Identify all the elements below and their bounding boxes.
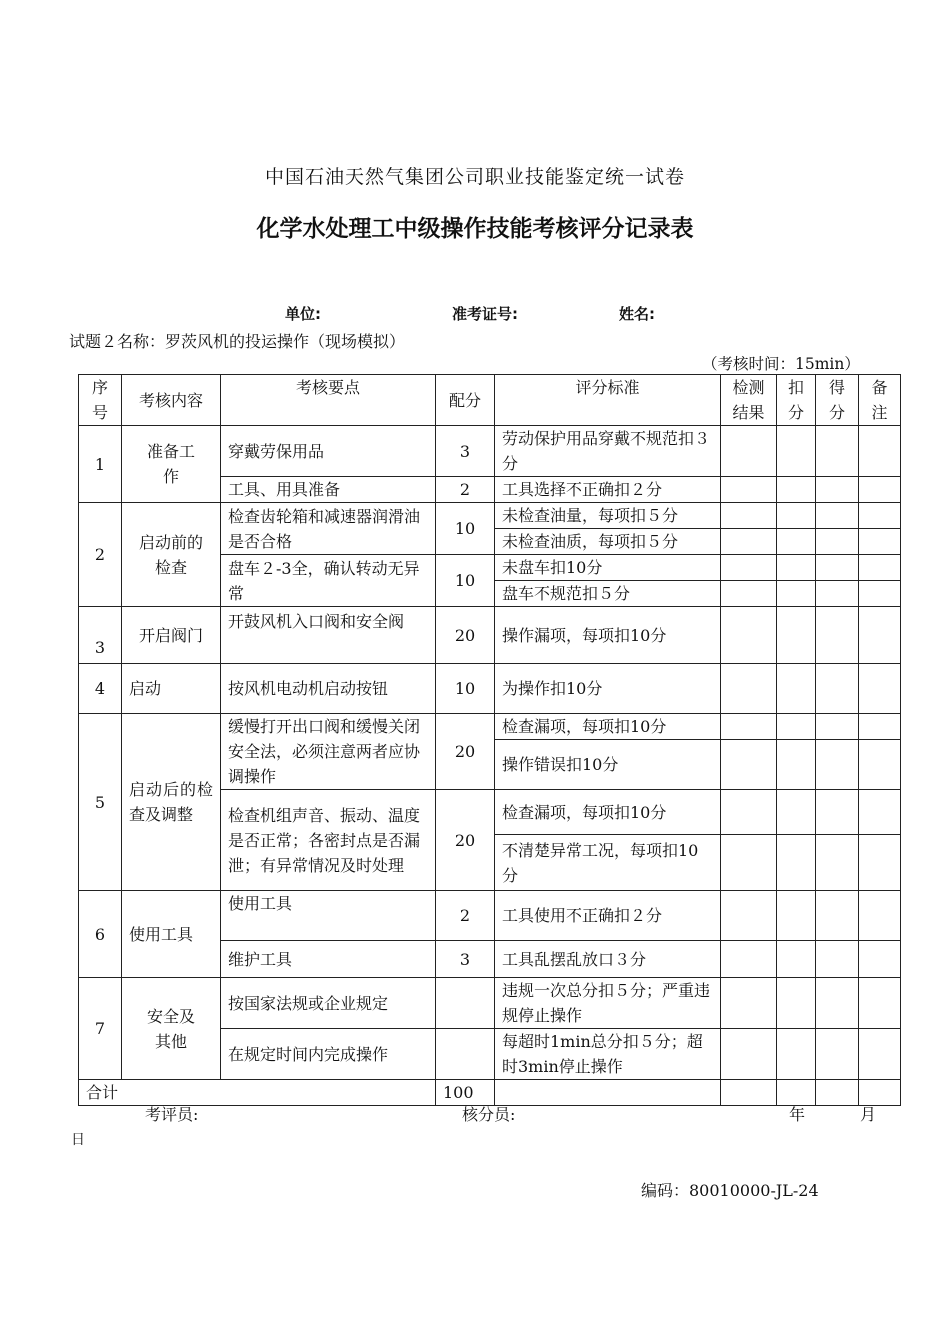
row-score: 10: [436, 664, 495, 714]
date-month: 月: [860, 1105, 877, 1124]
row-criteria: 每超时1min总分扣５分；超时3min停止操作: [495, 1029, 721, 1080]
row-point: 检查齿轮箱和减速器润滑油是否合格: [221, 503, 436, 555]
row-point: 在规定时间内完成操作: [221, 1029, 436, 1080]
row-criteria: 不清楚异常工况，每项扣10分: [495, 835, 721, 891]
row-seq: 5: [79, 714, 122, 891]
row-score: 10: [436, 503, 495, 555]
row-score: 3: [436, 426, 495, 477]
header-points: 考核要点: [221, 375, 436, 426]
unit-label: 单位:: [285, 305, 321, 323]
table-row: [79, 426, 901, 477]
row-content: 准备工作: [122, 426, 221, 503]
row-seq: 1: [79, 426, 122, 503]
name-label: 姓名:: [619, 305, 655, 323]
row-content: 使用工具: [122, 891, 221, 978]
total-label: 合计: [79, 1080, 436, 1106]
row-point: 使用工具: [221, 891, 436, 941]
table-row: [79, 891, 901, 941]
row-score: 20: [436, 790, 495, 891]
row-content: 启动: [122, 664, 221, 714]
row-score: [436, 1029, 495, 1080]
row-content: 启动前的检查: [122, 503, 221, 607]
exam-no-label: 准考证号:: [452, 305, 518, 323]
row-criteria: 工具使用不正确扣２分: [495, 891, 721, 941]
row-seq: 3: [79, 607, 122, 664]
row-score: 20: [436, 607, 495, 664]
header-score: 配分: [436, 375, 495, 426]
row-point: 维护工具: [221, 941, 436, 978]
row-criteria: 盘车不规范扣５分: [495, 581, 721, 607]
row-score: 2: [436, 477, 495, 503]
row-seq: 6: [79, 891, 122, 978]
header-criteria: 评分标准: [495, 375, 721, 426]
table-row: [79, 714, 901, 740]
row-score: 2: [436, 891, 495, 941]
checker-label: 核分员:: [462, 1105, 516, 1124]
page-title: 化学水处理工中级操作技能考核评分记录表: [256, 216, 694, 242]
table-row: [79, 607, 901, 664]
row-criteria: 工具选择不正确扣２分: [495, 477, 721, 503]
row-criteria: 工具乱摆乱放口３分: [495, 941, 721, 978]
row-criteria: 操作错误扣10分: [495, 740, 721, 790]
table-row: [79, 503, 901, 529]
org-title: 中国石油天然气集团公司职业技能鉴定统一试卷: [264, 166, 685, 188]
header-content: 考核内容: [122, 375, 221, 426]
row-content: 开启阀门: [122, 607, 221, 664]
row-criteria: 未检查油量，每项扣５分: [495, 503, 721, 529]
row-content: 安全及其他: [122, 978, 221, 1080]
row-criteria: 违规一次总分扣５分；严重违规停止操作: [495, 978, 721, 1029]
row-seq: 2: [79, 503, 122, 607]
header-remark: 备注: [859, 375, 901, 426]
row-point: 缓慢打开出口阀和缓慢关闭安全法，必须注意两者应协调操作: [221, 714, 436, 790]
row-score: 20: [436, 714, 495, 790]
header-seq: 序号: [79, 375, 122, 426]
row-point: 盘车２-3全，确认转动无异常: [221, 555, 436, 607]
row-criteria: 未盘车扣10分: [495, 555, 721, 581]
table-header-row: [79, 375, 901, 426]
table-row: [79, 664, 901, 714]
date-year: 年: [789, 1105, 806, 1124]
row-seq: 4: [79, 664, 122, 714]
header-result: 检测结果: [721, 375, 777, 426]
row-criteria: 未检查油质，每项扣５分: [495, 529, 721, 555]
row-point: 开鼓风机入口阀和安全阀: [221, 607, 436, 664]
row-point: 按国家法规或企业规定: [221, 978, 436, 1029]
examiner-label: 考评员:: [145, 1105, 199, 1124]
row-score: 10: [436, 555, 495, 607]
row-criteria: 检查漏项，每项扣10分: [495, 714, 721, 740]
row-criteria: 操作漏项，每项扣10分: [495, 607, 721, 664]
row-criteria: 检查漏项，每项扣10分: [495, 790, 721, 835]
exam-time: （考核时间：15min）: [702, 355, 860, 373]
form-code: 编码：80010000-JL-24: [641, 1181, 819, 1200]
date-day: 日: [71, 1132, 85, 1148]
row-content: 启动后的检查及调整: [122, 714, 221, 891]
header-got: 得分: [816, 375, 859, 426]
row-point: 检查机组声音、振动、温度是否正常；各密封点是否漏泄；有异常情况及时处理: [221, 790, 436, 891]
table-row: [79, 978, 901, 1029]
total-score: 100: [436, 1080, 495, 1106]
item-name: 试题２名称：罗茨风机的投运操作（现场模拟）: [69, 332, 406, 351]
header-deduct: 扣分: [777, 375, 816, 426]
row-point: 按风机电动机启动按钮: [221, 664, 436, 714]
score-table: [78, 374, 901, 1106]
row-point: 穿戴劳保用品: [221, 426, 436, 477]
row-score: 3: [436, 941, 495, 978]
row-score: [436, 978, 495, 1029]
row-seq: 7: [79, 978, 122, 1080]
row-point: 工具、用具准备: [221, 477, 436, 503]
row-criteria: 为操作扣10分: [495, 664, 721, 714]
row-criteria: 劳动保护用品穿戴不规范扣３分: [495, 426, 721, 477]
